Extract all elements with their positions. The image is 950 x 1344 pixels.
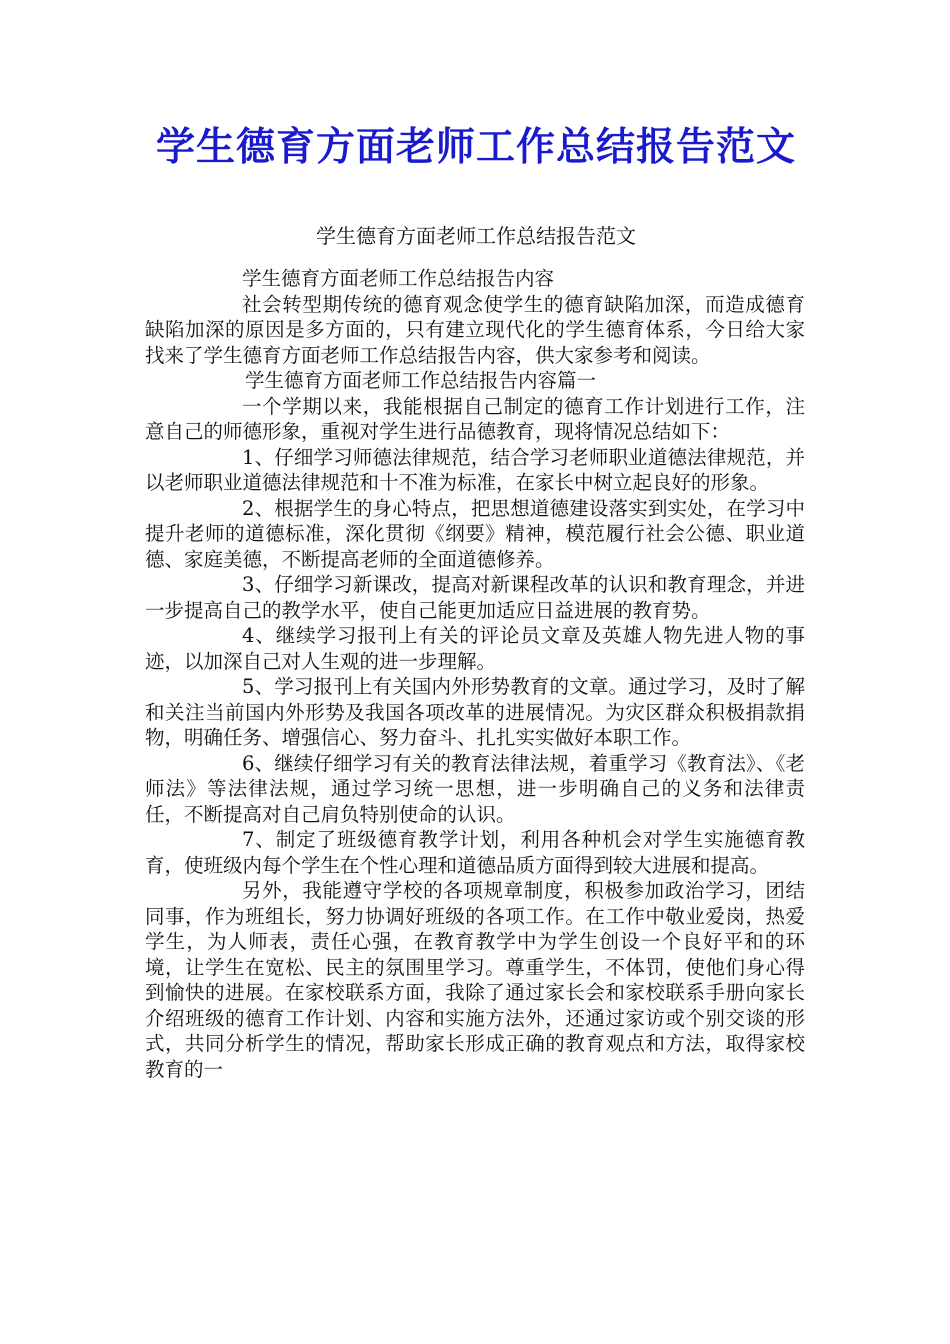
section-heading: 学生德育方面老师工作总结报告内容 [242, 267, 555, 290]
paragraph-4: 4、继续学习报刊上有关的评论员文章及英雄人物先进人物的事迹，以加深自己对人生观的进一步理解。 [145, 624, 805, 673]
opening-paragraph: 一个学期以来，我能根据自己制定的德育工作计划进行工作，注意自己的师德形象，重视对学生进行品德教育，现将情况总结如下： [145, 394, 805, 443]
intro-paragraph: 社会转型期传统的德育观念使学生的德育缺陷加深，而造成德育缺陷加深的原因是多方面的，只有建立现代化的学生德育体系，今日给大家找来了学生德育方面老师工作总结报告内容，供大家参考和阅读。 [145, 292, 805, 367]
paragraph-7: 7、制定了班级德育教学计划，利用各种机会对学生实施德育教育，使班级内每个学生在个性心理和道德品质方面得到较大进展和提高。 [145, 828, 805, 877]
paragraph-8: 另外，我能遵守学校的各项规章制度，积极参加政治学习，团结同事，作为班组长，努力协调好班级的各项工作。在工作中敬业爱岗，热爱学生，为人师表，责任心强，在教育教学中为学生创设一个良好平和的环境，让学生在宽松、民主的氛围里学习。尊重学生，不体罚，使他们身心得到愉快的进展。在家校联系方面，我除了通过家长会和家校联系手册向家长介绍班级的德育工作计划、内容和实施方法外，还通过家访或个别交谈的形式，共同分析学生的情况，帮助家长形成正确的教育观点和方法，取得家校教育的一 [145, 879, 805, 1081]
part-heading: 学生德育方面老师工作总结报告内容篇一 [245, 369, 597, 392]
paragraph-6: 6、继续仔细学习有关的教育法律法规，着重学习《教育法》、《老师法》等法律法规，通过学习统一思想，进一步明确自己的义务和法律责任，不断提高对自己肩负特别使命的认识。 [145, 751, 805, 826]
paragraph-2: 2、根据学生的身心特点，把思想道德建设落实到实处，在学习中提升老师的道德标准，深化贯彻《纲要》精神，模范履行社会公德、职业道德、家庭美德，不断提高老师的全面道德修养。 [145, 496, 805, 571]
document-body [145, 266, 805, 1082]
paragraph-5: 5、学习报刊上有关国内外形势教育的文章。通过学习，及时了解和关注当前国内外形势及我国各项改革的进展情况。为灾区群众积极捐款捐物，明确任务、增强信心、努力奋斗、扎扎实实做好本职工作。 [145, 675, 805, 749]
paragraph-3: 3、仔细学习新课改，提高对新课程改革的认识和教育理念，并进一步提高自己的教学水平，使自己能更加适应日益进展的教育势。 [145, 573, 805, 622]
document-title: 学生德育方面老师工作总结报告范文 [155, 124, 796, 170]
document-subtitle: 学生德育方面老师工作总结报告范文 [316, 224, 636, 248]
paragraph-1: 1、仔细学习师德法律规范，结合学习老师职业道德法律规范，并以老师职业道德法律规范和十不准为标准，在家长中树立起良好的形象。 [145, 445, 805, 494]
